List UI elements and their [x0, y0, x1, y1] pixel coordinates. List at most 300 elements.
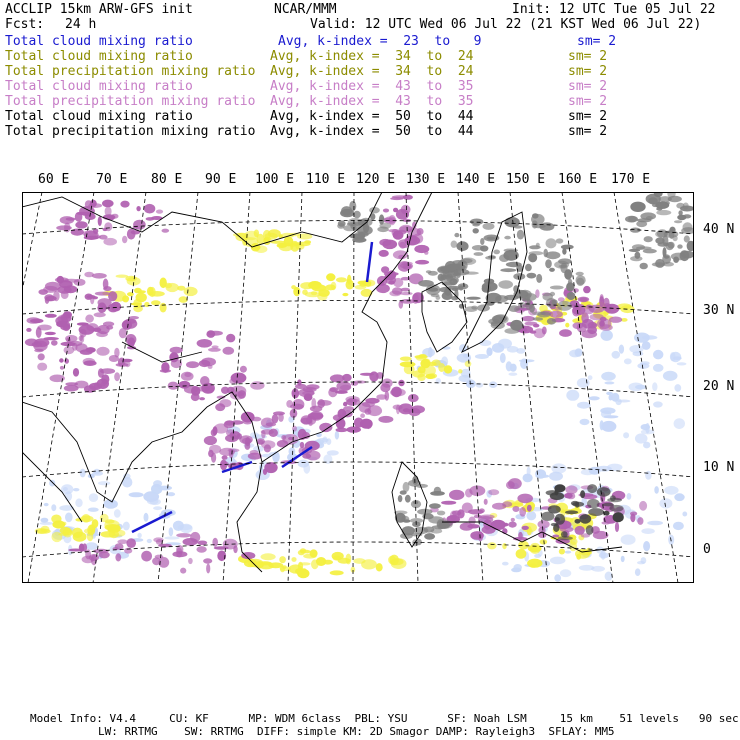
purple-precip — [385, 391, 390, 401]
purple-precip — [94, 312, 106, 317]
weather-map — [22, 192, 694, 583]
purple-precip — [203, 558, 212, 563]
light-blue-cloud — [653, 364, 664, 372]
purple-precip — [82, 543, 87, 551]
purple-precip — [277, 440, 288, 447]
gray-cloud — [341, 206, 352, 216]
longitude-label: 70 E — [96, 172, 128, 187]
yellow-cloud — [330, 570, 344, 575]
purple-precip — [382, 240, 397, 250]
yellow-cloud — [311, 559, 319, 569]
gray-cloud — [532, 213, 539, 218]
purple-precip — [129, 316, 139, 319]
purple-precip — [105, 206, 112, 216]
purple-precip — [508, 522, 516, 528]
purple-precip — [84, 236, 99, 240]
yellow-cloud — [122, 295, 129, 302]
purple-precip — [57, 276, 64, 284]
purple-precip — [56, 225, 72, 230]
purple-precip — [162, 229, 170, 233]
purple-precip — [126, 319, 137, 324]
gray-cloud — [513, 273, 525, 280]
yellow-cloud — [527, 559, 542, 568]
purple-precip — [219, 399, 231, 407]
purple-precip — [102, 200, 114, 208]
gray-cloud — [532, 312, 546, 316]
light-blue-cloud — [645, 471, 652, 480]
purple-precip — [99, 235, 108, 240]
purple-precip — [75, 221, 87, 228]
light-blue-cloud — [475, 354, 489, 359]
gray-cloud — [456, 241, 468, 251]
purple-precip — [45, 332, 56, 335]
dark-gray-cloud — [555, 514, 565, 525]
purple-precip — [525, 322, 538, 326]
light-blue-cloud — [619, 345, 624, 354]
longitude-label: 90 E — [205, 172, 237, 187]
purple-precip — [197, 339, 213, 348]
purple-precip — [378, 416, 393, 423]
light-blue-cloud — [637, 561, 645, 564]
yellow-cloud — [279, 243, 294, 252]
purple-precip — [319, 423, 332, 432]
purple-precip — [266, 422, 276, 426]
purple-precip — [144, 204, 155, 214]
yellow-cloud — [428, 373, 437, 378]
purple-precip — [441, 501, 456, 505]
gray-cloud — [640, 263, 648, 270]
light-blue-cloud — [180, 524, 193, 534]
purple-precip — [290, 404, 304, 410]
gray-cloud — [379, 223, 391, 229]
light-blue-cloud — [659, 498, 672, 508]
purple-precip — [213, 426, 218, 435]
yellow-cloud — [116, 275, 129, 278]
purple-precip — [360, 413, 365, 418]
gray-cloud — [673, 257, 679, 263]
purple-precip — [83, 358, 96, 365]
gray-cloud — [561, 245, 574, 250]
purple-precip — [360, 373, 374, 376]
gray-cloud — [483, 284, 488, 287]
purple-precip — [92, 296, 98, 299]
yellow-cloud — [565, 323, 569, 328]
latitude-label: 20 N — [703, 379, 735, 394]
dark-gray-cloud — [607, 498, 622, 503]
light-blue-cloud — [479, 340, 491, 346]
yellow-cloud — [336, 277, 347, 282]
purple-precip — [336, 428, 348, 432]
gray-cloud — [533, 317, 544, 321]
gray-cloud — [630, 202, 645, 212]
light-blue-cloud — [664, 486, 678, 495]
purple-precip — [342, 374, 352, 382]
light-blue-cloud — [75, 498, 82, 507]
yellow-cloud — [160, 303, 167, 313]
purple-precip — [45, 297, 49, 304]
purple-precip — [74, 279, 86, 286]
light-blue-cloud — [147, 539, 152, 543]
gray-cloud — [636, 221, 647, 227]
light-blue-cloud — [492, 343, 504, 353]
purple-precip — [125, 361, 130, 367]
purple-precip — [245, 437, 250, 446]
purple-precip — [582, 319, 594, 329]
light-blue-cloud — [643, 442, 650, 449]
light-blue-cloud — [463, 354, 471, 358]
yellow-cloud — [575, 549, 590, 559]
gray-cloud — [525, 264, 532, 272]
light-blue-cloud — [526, 511, 536, 520]
map-background — [22, 192, 694, 583]
yellow-cloud — [361, 559, 377, 569]
purple-precip — [96, 347, 109, 356]
purple-precip — [73, 368, 79, 377]
gray-cloud — [668, 242, 675, 249]
light-blue-cloud — [41, 518, 49, 523]
gray-cloud — [547, 318, 556, 325]
yellow-cloud — [92, 519, 99, 528]
gray-cloud — [403, 482, 410, 492]
light-blue-cloud — [588, 375, 593, 380]
purple-precip — [188, 558, 193, 564]
purple-precip — [470, 531, 484, 540]
legend-field-name: Total cloud mixing ratio — [5, 34, 193, 49]
purple-precip — [522, 526, 529, 530]
light-blue-cloud — [167, 492, 175, 496]
purple-precip — [104, 222, 112, 231]
valid-time: Valid: 12 UTC Wed 06 Jul 22 (21 KST Wed 06 Jul 22) — [310, 17, 702, 32]
light-blue-cloud — [164, 536, 179, 539]
longitude-label: 100 E — [255, 172, 295, 187]
purple-precip — [415, 260, 429, 265]
purple-precip — [549, 311, 563, 318]
gray-cloud — [529, 304, 535, 313]
light-blue-cloud — [654, 486, 659, 494]
yellow-cloud — [63, 529, 73, 535]
purple-precip — [479, 508, 485, 513]
light-blue-cloud — [123, 522, 130, 531]
light-blue-cloud — [85, 542, 98, 550]
gray-cloud — [529, 251, 544, 255]
longitude-label: 150 E — [506, 172, 546, 187]
light-blue-cloud — [617, 400, 630, 403]
gray-cloud — [562, 248, 566, 255]
light-blue-cloud — [476, 383, 483, 388]
longitude-label: 140 E — [456, 172, 496, 187]
yellow-cloud — [279, 556, 286, 563]
purple-precip — [231, 386, 247, 397]
dark-gray-cloud — [603, 503, 614, 507]
latitude-label: 30 N — [703, 303, 735, 318]
yellow-cloud — [80, 516, 94, 523]
purple-precip — [181, 372, 194, 381]
legend-smoothing: sm= 2 — [568, 49, 608, 64]
yellow-cloud — [87, 532, 93, 542]
purple-precip — [393, 208, 398, 213]
purple-precip — [527, 505, 532, 512]
gray-cloud — [543, 249, 548, 258]
purple-precip — [240, 366, 247, 373]
light-blue-cloud — [150, 499, 161, 506]
forecast-label: Fcst: — [5, 17, 45, 32]
light-blue-cloud — [635, 568, 641, 576]
yellow-cloud — [151, 300, 161, 305]
purple-precip — [176, 548, 182, 558]
purple-precip — [452, 510, 461, 515]
light-blue-cloud — [624, 358, 632, 364]
yellow-cloud — [134, 288, 142, 294]
purple-precip — [37, 363, 47, 371]
yellow-cloud — [291, 285, 296, 289]
light-blue-cloud — [507, 346, 519, 353]
purple-precip — [146, 217, 155, 221]
gray-cloud — [498, 280, 513, 289]
longitude-label: 120 E — [356, 172, 396, 187]
yellow-cloud — [487, 542, 496, 549]
yellow-cloud — [346, 280, 354, 290]
gray-cloud — [471, 306, 477, 310]
purple-precip — [412, 234, 423, 244]
purple-precip — [589, 305, 605, 313]
gray-cloud — [451, 241, 458, 248]
purple-precip — [250, 381, 264, 390]
light-blue-cloud — [554, 574, 561, 582]
gray-cloud — [550, 286, 564, 290]
purple-precip — [630, 513, 635, 522]
light-blue-cloud — [51, 504, 56, 511]
dark-gray-cloud — [587, 499, 600, 509]
purple-precip — [488, 489, 499, 495]
yellow-cloud — [400, 357, 412, 362]
purple-precip — [50, 375, 65, 383]
gray-cloud — [403, 519, 411, 522]
purple-precip — [38, 289, 48, 295]
organization-label: NCAR/MMM — [274, 2, 337, 17]
purple-precip — [408, 394, 419, 402]
latitude-label: 0 — [703, 542, 711, 557]
purple-precip — [328, 388, 337, 397]
gray-cloud — [466, 297, 480, 300]
light-blue-cloud — [604, 415, 619, 418]
purple-precip — [390, 197, 403, 200]
gray-cloud — [664, 256, 669, 259]
purple-precip — [399, 226, 414, 232]
purple-precip — [117, 539, 128, 544]
purple-precip — [263, 469, 267, 475]
purple-precip — [530, 330, 537, 333]
purple-precip — [85, 315, 94, 323]
purple-precip — [512, 506, 519, 512]
dark-gray-cloud — [565, 510, 578, 514]
gray-cloud — [635, 252, 641, 259]
light-blue-cloud — [600, 550, 605, 560]
light-blue-cloud — [129, 492, 144, 497]
purple-precip — [449, 490, 464, 500]
legend-field-name: Total precipitation mixing ratio — [5, 94, 256, 109]
purple-precip — [37, 325, 51, 331]
purple-precip — [579, 297, 587, 301]
yellow-cloud — [73, 532, 87, 542]
purple-precip — [197, 541, 207, 546]
purple-precip — [229, 378, 237, 384]
light-blue-cloud — [114, 509, 121, 518]
light-blue-cloud — [502, 562, 509, 566]
dark-gray-cloud — [580, 490, 585, 498]
longitude-label: 60 E — [38, 172, 70, 187]
gray-cloud — [517, 230, 524, 240]
purple-precip — [403, 408, 410, 412]
purple-precip — [61, 290, 69, 299]
purple-precip — [581, 330, 597, 338]
purple-precip — [53, 291, 60, 301]
light-blue-cloud — [591, 566, 605, 572]
gray-cloud — [632, 244, 645, 250]
light-blue-cloud — [89, 493, 98, 502]
purple-precip — [90, 200, 97, 208]
purple-precip — [200, 376, 210, 386]
yellow-cloud — [179, 296, 188, 303]
gray-cloud — [668, 196, 682, 202]
legend-k-index: Avg, k-index = 34 to 24 — [270, 49, 474, 64]
yellow-cloud — [310, 549, 318, 557]
yellow-cloud — [502, 543, 506, 549]
light-blue-cloud — [73, 488, 79, 491]
yellow-cloud — [465, 361, 472, 367]
dark-gray-cloud — [588, 508, 604, 516]
gray-cloud — [398, 495, 403, 502]
purple-precip — [559, 329, 572, 337]
light-blue-cloud — [88, 508, 99, 512]
light-blue-cloud — [606, 392, 613, 395]
purple-precip — [484, 499, 488, 505]
purple-precip — [398, 261, 411, 272]
gray-cloud — [416, 484, 428, 488]
dark-gray-cloud — [587, 484, 597, 493]
model-info-line2: LW: RRTMG SW: RRTMG DIFF: simple KM: 2D Smagor DAMP: Rayleigh3 SFLAY: MM5 — [98, 725, 615, 738]
legend-k-index: Avg, k-index = 23 to 9 — [278, 34, 482, 49]
purple-precip — [199, 397, 205, 400]
purple-precip — [168, 382, 179, 390]
light-blue-cloud — [534, 554, 541, 558]
gray-cloud — [576, 278, 584, 286]
gray-cloud — [656, 207, 662, 210]
gray-cloud — [415, 539, 422, 546]
yellow-cloud — [333, 556, 341, 561]
gray-cloud — [483, 223, 495, 230]
purple-precip — [111, 214, 118, 219]
purple-precip — [30, 319, 43, 324]
gray-cloud — [678, 210, 682, 215]
forecast-hours: 24 h — [65, 17, 97, 32]
yellow-cloud — [346, 554, 352, 565]
yellow-cloud — [51, 515, 61, 524]
gray-cloud — [424, 533, 435, 540]
gray-cloud — [549, 268, 555, 272]
purple-precip — [469, 517, 476, 526]
yellow-cloud — [105, 524, 121, 531]
legend-smoothing: sm= 2 — [568, 64, 608, 79]
purple-precip — [65, 335, 77, 342]
purple-precip — [180, 568, 186, 574]
purple-precip — [379, 250, 389, 257]
gray-cloud — [656, 210, 671, 215]
light-blue-cloud — [653, 401, 663, 407]
purple-precip — [389, 291, 401, 297]
light-blue-cloud — [600, 420, 604, 430]
gray-cloud — [454, 233, 459, 237]
gray-cloud — [338, 220, 346, 226]
light-blue-cloud — [581, 469, 595, 475]
light-blue-cloud — [566, 390, 579, 401]
gray-cloud — [504, 236, 511, 240]
light-blue-cloud — [80, 469, 86, 478]
gray-cloud — [473, 228, 479, 233]
light-blue-cloud — [663, 371, 678, 381]
gray-cloud — [423, 527, 434, 533]
yellow-cloud — [444, 365, 452, 373]
gray-cloud — [412, 476, 418, 485]
light-blue-cloud — [49, 480, 55, 487]
yellow-cloud — [105, 519, 115, 523]
gray-cloud — [539, 222, 554, 230]
purple-precip — [209, 445, 221, 454]
purple-precip — [92, 273, 107, 279]
gray-cloud — [437, 511, 445, 516]
gray-cloud — [357, 225, 373, 235]
gray-cloud — [625, 216, 638, 223]
purple-precip — [517, 494, 533, 504]
purple-precip — [212, 345, 219, 348]
purple-precip — [538, 527, 545, 534]
purple-precip — [390, 388, 406, 396]
light-blue-cloud — [627, 493, 632, 500]
purple-precip — [519, 507, 526, 517]
legend-smoothing: sm= 2 — [568, 124, 608, 139]
purple-precip — [278, 413, 284, 422]
purple-precip — [251, 417, 261, 422]
gray-cloud — [665, 201, 670, 204]
legend-field-name: Total cloud mixing ratio — [5, 49, 193, 64]
purple-precip — [45, 314, 57, 318]
purple-precip — [98, 302, 107, 313]
purple-precip — [399, 301, 404, 309]
light-blue-cloud — [153, 506, 162, 510]
purple-precip — [637, 517, 643, 525]
gray-cloud — [488, 319, 500, 325]
light-blue-cloud — [511, 568, 521, 573]
legend-field-name: Total precipitation mixing ratio — [5, 64, 256, 79]
purple-precip — [392, 229, 399, 237]
purple-precip — [43, 337, 59, 340]
legend-k-index: Avg, k-index = 50 to 44 — [270, 124, 474, 139]
purple-precip — [183, 538, 198, 546]
yellow-cloud — [331, 282, 337, 290]
purple-precip — [75, 343, 87, 352]
purple-precip — [600, 294, 604, 302]
dark-gray-cloud — [597, 487, 611, 497]
purple-precip — [480, 515, 495, 520]
light-blue-cloud — [604, 381, 614, 384]
yellow-cloud — [422, 359, 430, 366]
yellow-cloud — [261, 553, 276, 560]
purple-precip — [573, 322, 584, 329]
light-blue-cloud — [323, 454, 332, 464]
purple-precip — [59, 358, 64, 362]
dark-gray-cloud — [579, 514, 591, 524]
purple-precip — [98, 368, 104, 377]
purple-precip — [122, 236, 127, 243]
